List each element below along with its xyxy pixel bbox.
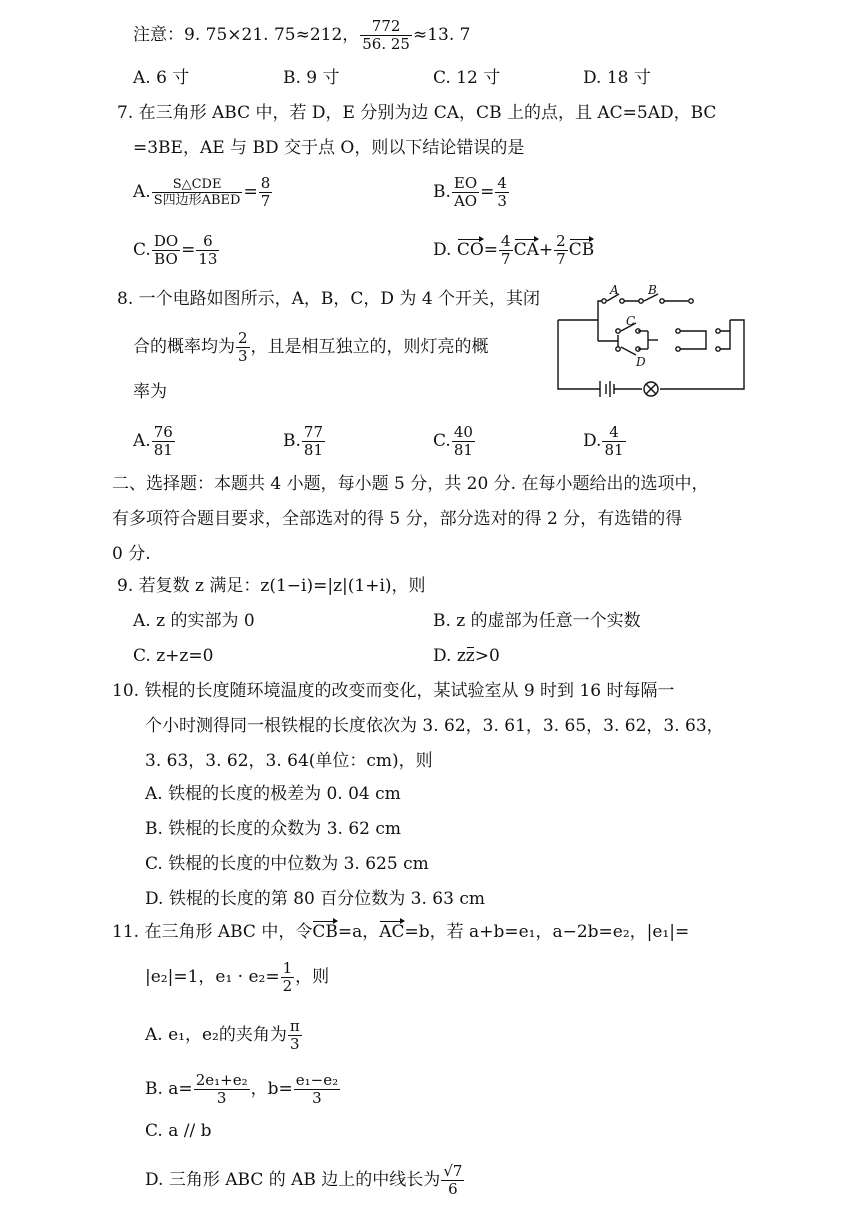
q6-option-a: A. 6 寸 [133,68,190,88]
q8-b-den: 81 [303,441,323,459]
section2-line3: 0 分. [112,544,151,564]
q8-b-fraction [302,424,325,459]
q11-stem-line2 [145,960,329,995]
switch-a-label: A [610,283,619,297]
section2-line2: 有多项符合题目要求，全部选对的得 5 分，部分选对的得 2 分，有选错的得 [112,509,683,529]
note-line [133,18,470,53]
q9-d-conjugate: z [465,646,475,666]
q8-d-fraction [602,424,625,459]
q8-d-label: D. [583,431,602,451]
switch-b-label: B [648,283,657,297]
note-suffix: ≈13. 7 [412,25,471,45]
q8-a-fraction [152,424,175,459]
q7-b-ratio [452,175,479,210]
q9-d-pre: D. z [433,646,466,666]
switch-c-label: C [626,314,636,328]
section2-line1: 二、选择题：本题共 4 小题，每小题 5 分，共 20 分. 在每小题给出的选项中， [112,474,709,494]
q11-stem-line1 [112,920,689,944]
note-prefix: 注意：9. 75×21. 75≈212， [133,25,360,45]
q11-vec-cb: CB [312,922,338,942]
q7-c-eq: = [181,240,196,260]
q11-line1-pre: 11. 在三角形 ABC 中，令 [112,922,313,942]
q7-a-val-num: 8 [260,174,271,192]
q11-line1-mid1: =a， [337,922,380,942]
q9-stem: 9. 若复数 z 满足：z(1−i)=|z|(1+i)，则 [117,576,426,596]
q11-b-frac1 [194,1072,250,1107]
q11-d-num: √7 [443,1162,463,1180]
branch-top-wire [598,301,604,320]
q9-option-d [433,644,500,668]
note-frac-den: 56. 25 [362,35,410,53]
q8-option-a [133,424,176,459]
q10-stem-line2: 个小时测得同一根铁棍的长度依次为 3. 62，3. 61，3. 65，3. 62，3. 63， [145,716,724,736]
q9-option-a: A. z 的实部为 0 [133,611,255,631]
q8-prob-fraction [236,330,250,365]
q7-c-label: C. [133,240,151,260]
q8-c-num: 40 [453,423,473,441]
q7-d-vec-ca: CA [513,240,539,260]
q7-b-den: AO [453,192,478,210]
q11-dot-den: 2 [282,977,293,995]
q8-d-num: 4 [602,424,625,442]
q7-b-eq: = [480,182,495,202]
q7-c-val-den: 13 [198,250,218,268]
q7-c-den: BO [154,250,178,268]
q11-b-frac2 [294,1072,340,1107]
q7-b-val-den: 3 [497,192,507,210]
q8-c-fraction [452,424,475,459]
q7-d-coef2 [554,233,568,268]
q7-option-b [433,175,510,210]
q11-b-mid: ，b= [250,1079,293,1099]
q8-a-label: A. [133,431,151,451]
q11-a-fraction [288,1018,302,1053]
q10-stem-line3: 3. 63，3. 62，3. 64(单位：cm)，则 [145,751,433,771]
q11-dot-fraction [281,960,295,995]
switch-d-label: D [636,355,646,369]
circuit-left-wire [558,320,600,389]
q11-d-pre: D. 三角形 ABC 的 AB 边上的中线长为 [145,1170,441,1190]
q8-option-b [283,424,326,459]
q7-d-d2: 7 [556,250,566,268]
q6-option-d: D. 18 寸 [583,68,651,88]
q11-dot-num: 1 [282,959,293,977]
q11-b-d1: 3 [216,1089,227,1107]
q7-d-vec-cb: CB [568,240,595,260]
q7-b-num: EO [453,174,478,192]
q7-b-val-num: 4 [497,174,507,192]
q8-b-num: 77 [303,423,323,441]
q8-stem-line3: 率为 [133,382,167,402]
q7-a-val-den: 7 [260,192,271,210]
q7-c-val-num: 6 [196,233,219,251]
q7-b-value [495,175,509,210]
q10-option-c: C. 铁棍的长度的中位数为 3. 625 cm [145,854,429,874]
q8-d-den: 81 [604,441,624,459]
q7-a-num: S△CDE [152,177,243,193]
q11-a-pre: A. e₁，e₂的夹角为 [145,1025,287,1045]
q6-option-b: B. 9 寸 [283,68,340,88]
q7-option-c [133,233,220,268]
q11-option-a [145,1018,303,1053]
q8-stem-line2 [133,330,489,365]
q7-a-eq: = [243,182,258,202]
q7-d-label: D. [433,240,452,260]
q8-stem-line1: 8. 一个电路如图所示，A，B，C，D 为 4 个开关，其闭 [117,289,541,309]
q8-a-den: 81 [153,441,173,459]
q11-b-n1: 2e₁+e₂ [195,1071,248,1089]
switch-d-icon [621,347,636,355]
q11-option-d [145,1163,465,1198]
q11-b-pre: B. a= [145,1079,193,1099]
q11-option-c: C. a // b [145,1121,212,1141]
q8-a-num: 76 [153,423,173,441]
q8-c-den: 81 [453,441,473,459]
q6-option-c: C. 12 寸 [433,68,501,88]
q7-option-a [133,175,273,210]
q10-stem-line1: 10. 铁棍的长度随环境温度的改变而变化，某试验室从 9 时到 16 时每隔一 [112,681,675,701]
q7-option-d [433,233,594,268]
q7-b-label: B. [433,182,451,202]
q7-stem-line1: 7. 在三角形 ABC 中，若 D，E 分别为边 CA，CB 上的点，且 AC=5AD，BC [117,103,717,123]
q7-c-value [196,233,219,268]
q8-b-label: B. [283,431,301,451]
q11-line1-mid2: =b，若 a+b=e₁，a−2b=e₂，|e₁|= [404,922,690,942]
q7-a-den: S四边形ABED [153,193,241,208]
q11-b-d2: 3 [312,1089,322,1107]
q11-d-fraction [441,1163,464,1198]
q8-option-c [433,424,476,459]
note-fraction [360,18,412,53]
q10-option-a: A. 铁棍的长度的极差为 0. 04 cm [145,784,401,804]
q7-d-vec-co: CO [456,240,484,260]
q7-stem-line2: =3BE，AE 与 BD 交于点 O，则以下结论错误的是 [133,138,525,158]
q8-line2-pre: 合的概率均为 [133,337,235,357]
q7-d-n1: 4 [501,232,511,250]
q9-d-post: >0 [474,646,500,666]
q7-d-eq: = [483,240,499,260]
q7-d-d1: 7 [501,250,511,268]
q11-d-den: 6 [448,1180,458,1198]
circuit-diagram [552,283,752,398]
q11-line2-post: ，则 [295,967,330,987]
q7-d-n2: 2 [556,232,566,250]
q11-option-b [145,1072,341,1107]
q7-c-num: DO [153,232,179,250]
q7-d-coef1 [499,233,513,268]
q9-option-c: C. z+z=0 [133,646,214,666]
q10-option-b: B. 铁棍的长度的众数为 3. 62 cm [145,819,402,839]
q7-d-plus: + [538,240,554,260]
q11-a-num: π [289,1017,300,1035]
q10-option-d: D. 铁棍的长度的第 80 百分位数为 3. 63 cm [145,889,485,909]
q8-prob-den: 3 [238,347,248,365]
q8-line2-post: ，且是相互独立的，则灯亮的概 [250,337,489,357]
q9-option-b: B. z 的虚部为任意一个实数 [433,611,641,631]
q11-vec-ac: AC [379,922,405,942]
q8-prob-num: 2 [238,329,248,347]
q8-option-d [583,424,627,459]
q7-a-label: A. [133,182,151,202]
q11-a-den: 3 [290,1035,300,1053]
q7-a-ratio [152,177,243,208]
q8-c-label: C. [433,431,451,451]
note-frac-num: 772 [360,18,412,36]
q7-a-value [259,175,273,210]
q7-c-ratio [152,233,180,268]
q11-line2-pre: |e₂|=1，e₁ · e₂= [145,967,280,987]
terminal-icon [689,299,693,303]
q11-b-n2: e₁−e₂ [295,1071,339,1089]
